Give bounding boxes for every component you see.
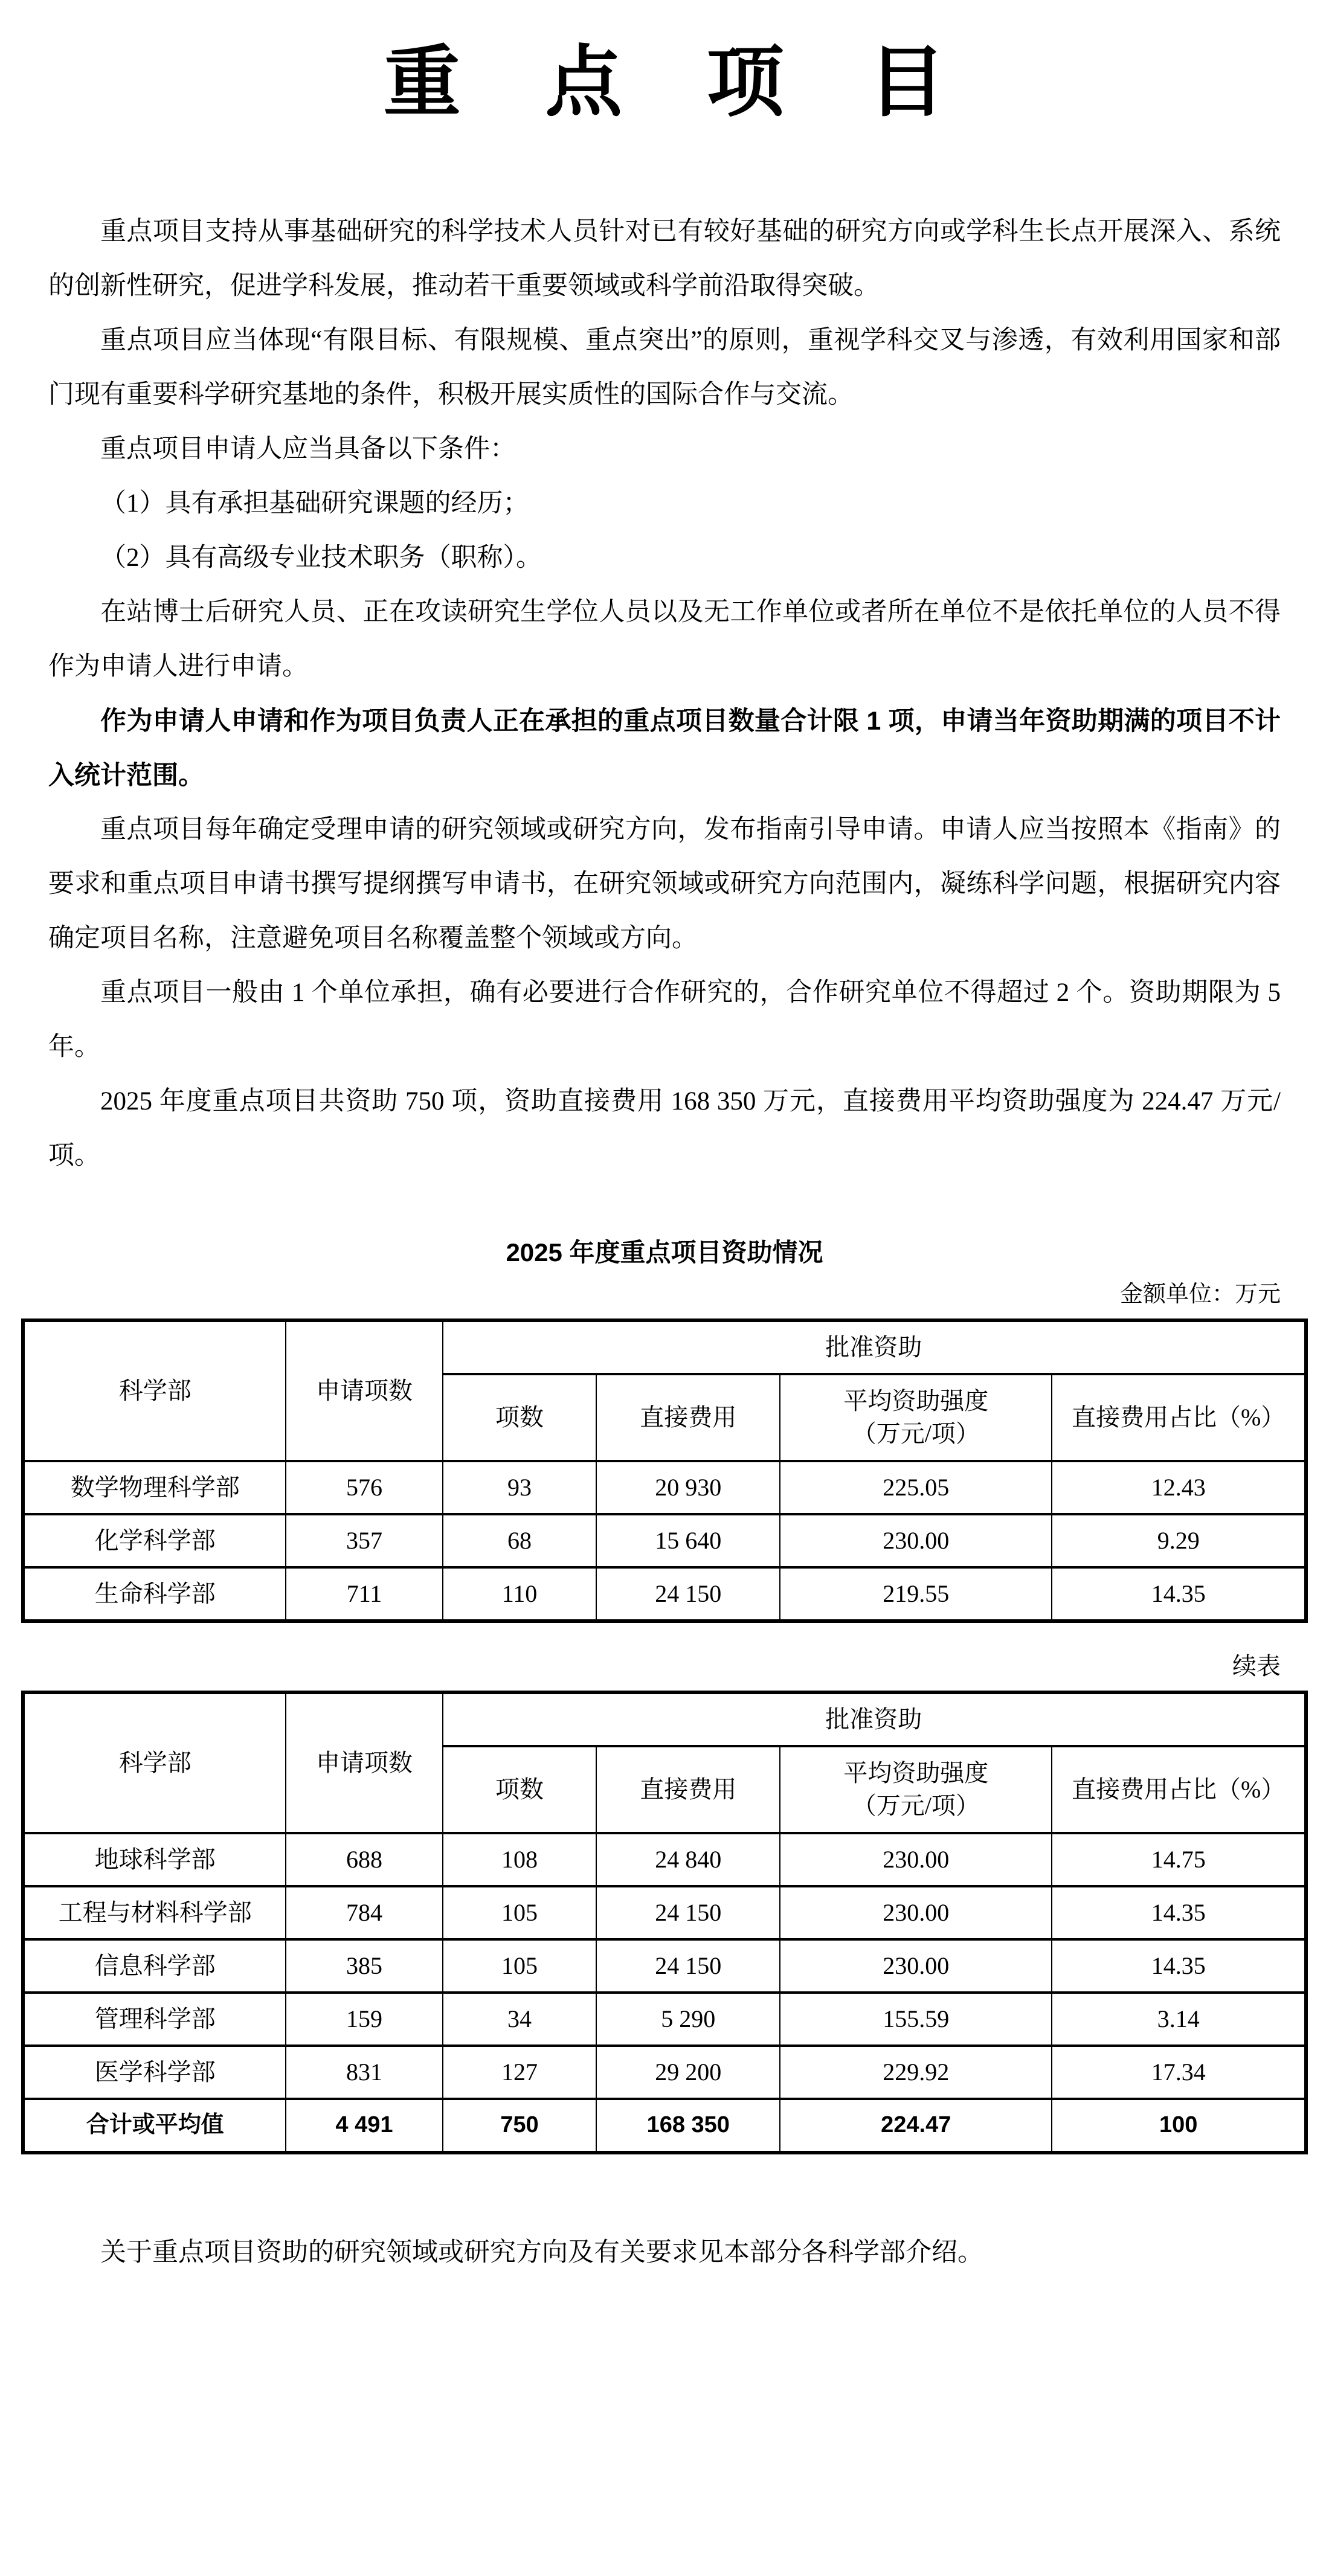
cell-cost: 29 200 bbox=[596, 2046, 780, 2099]
col-header-count: 项数 bbox=[443, 1746, 597, 1833]
cell-avg: 219.55 bbox=[780, 1567, 1052, 1621]
paragraph-closing: 关于重点项目资助的研究领域或研究方向及有关要求见本部分各科学部介绍。 bbox=[100, 2238, 983, 2267]
col-header-approved-group: 批准资助 bbox=[443, 1692, 1306, 1746]
avg-intensity-line2: （万元/项） bbox=[852, 1419, 980, 1447]
table-row bbox=[23, 1993, 1306, 2046]
paragraph-restrictions: 在站博士后研究人员、正在攻读研究生学位人员以及无工作单位或者所在单位不是依托单位的人员不得作为申请人进行申请。 bbox=[48, 597, 1281, 681]
avg-intensity-line2: （万元/项） bbox=[852, 1791, 980, 1819]
cell-dept: 生命科学部 bbox=[23, 1567, 286, 1621]
col-header-direct-cost: 直接费用 bbox=[596, 1746, 780, 1833]
table-row bbox=[23, 1939, 1306, 1993]
table-total-row bbox=[23, 2099, 1306, 2153]
cell-count: 108 bbox=[443, 1833, 597, 1886]
cell-avg: 230.00 bbox=[780, 1939, 1052, 1993]
cell-dept: 信息科学部 bbox=[23, 1939, 286, 1993]
col-header-applications: 申请项数 bbox=[286, 1320, 442, 1461]
cell-count: 105 bbox=[443, 1939, 597, 1993]
unit-note: 金额单位：万元 bbox=[1119, 1282, 1281, 1308]
cell-count: 750 bbox=[443, 2099, 597, 2153]
cell-apps: 784 bbox=[286, 1886, 442, 1939]
table-caption: 2025 年度重点项目资助情况 bbox=[506, 1238, 823, 1267]
cell-count: 110 bbox=[443, 1567, 597, 1621]
cell-count: 127 bbox=[443, 2046, 597, 2099]
table-row bbox=[23, 1886, 1306, 1939]
col-header-cost-ratio: 直接费用占比（%） bbox=[1052, 1374, 1306, 1461]
condition-item-2: （2）具有高级专业技术职务（职称）。 bbox=[100, 543, 542, 572]
paragraph-guide: 重点项目每年确定受理申请的研究领域或研究方向，发布指南引导申请。申请人应当按照本《指南》的要求和重点项目申请书撰写提纲撰写申请书，在研究领域或研究方向范围内，凝练科学问题，根据研究内容确定项目名称，注意避免项目名称覆盖整个领域或方向。 bbox=[48, 815, 1281, 952]
cell-cost: 24 150 bbox=[596, 1567, 780, 1621]
cell-dept: 数学物理科学部 bbox=[23, 1461, 286, 1514]
cell-cost: 168 350 bbox=[596, 2099, 780, 2153]
cell-count: 34 bbox=[443, 1993, 597, 2046]
table-row bbox=[23, 1833, 1306, 1886]
cell-avg: 230.00 bbox=[780, 1833, 1052, 1886]
cell-avg: 225.05 bbox=[780, 1461, 1052, 1514]
cell-count: 93 bbox=[443, 1461, 597, 1514]
paragraph-limit-bold: 作为申请人申请和作为项目负责人正在承担的重点项目数量合计限 1 项，申请当年资助期满的项目不计入统计范围。 bbox=[48, 706, 1281, 790]
cell-count: 68 bbox=[443, 1514, 597, 1567]
cell-cost: 20 930 bbox=[596, 1461, 780, 1514]
page-title: 重 点 项 目 bbox=[383, 40, 979, 126]
col-header-applications: 申请项数 bbox=[286, 1692, 442, 1833]
cell-apps: 4 491 bbox=[286, 2099, 442, 2153]
cell-apps: 576 bbox=[286, 1461, 442, 1514]
cell-apps: 385 bbox=[286, 1939, 442, 1993]
cell-cost: 24 840 bbox=[596, 1833, 780, 1886]
cell-cost: 24 150 bbox=[596, 1939, 780, 1993]
table-row bbox=[23, 1514, 1306, 1567]
document-page bbox=[0, 27, 1329, 2576]
col-header-cost-ratio: 直接费用占比（%） bbox=[1052, 1746, 1306, 1833]
cell-ratio: 14.35 bbox=[1052, 1886, 1306, 1939]
col-header-approved-group: 批准资助 bbox=[443, 1320, 1306, 1374]
avg-intensity-line1: 平均资助强度 bbox=[843, 1759, 989, 1787]
cell-avg: 155.59 bbox=[780, 1993, 1052, 2046]
continued-table-label: 续表 bbox=[1232, 1652, 1281, 1680]
cell-dept: 管理科学部 bbox=[23, 1993, 286, 2046]
condition-item-1: （1）具有承担基础研究课题的经历； bbox=[100, 489, 529, 518]
closing-section bbox=[21, 2226, 1308, 2280]
paragraph-units-duration: 重点项目一般由 1 个单位承担，确有必要进行合作研究的，合作研究单位不得超过 2 个。资助期限为 5 年。 bbox=[48, 978, 1281, 1061]
cell-dept: 地球科学部 bbox=[23, 1833, 286, 1886]
col-header-avg-intensity bbox=[780, 1374, 1052, 1461]
cell-apps: 831 bbox=[286, 2046, 442, 2099]
cell-avg: 230.00 bbox=[780, 1514, 1052, 1567]
cell-ratio: 17.34 bbox=[1052, 2046, 1306, 2099]
col-header-count: 项数 bbox=[443, 1374, 597, 1461]
paragraph-applicant-conditions: 重点项目申请人应当具备以下条件： bbox=[100, 434, 516, 463]
cell-ratio: 14.35 bbox=[1052, 1567, 1306, 1621]
cell-apps: 711 bbox=[286, 1567, 442, 1621]
avg-intensity-line1: 平均资助强度 bbox=[843, 1387, 989, 1415]
funding-table-1 bbox=[21, 1319, 1308, 1623]
table-row bbox=[23, 2046, 1306, 2099]
funding-table-2 bbox=[21, 1691, 1308, 2154]
cell-cost: 5 290 bbox=[596, 1993, 780, 2046]
cell-ratio: 14.75 bbox=[1052, 1833, 1306, 1886]
cell-dept: 医学科学部 bbox=[23, 2046, 286, 2099]
paragraph-2025-funding: 2025 年度重点项目共资助 750 项，资助直接费用 168 350 万元，直接费用平均资助强度为 224.47 万元/项。 bbox=[48, 1087, 1281, 1170]
cell-apps: 357 bbox=[286, 1514, 442, 1567]
cell-avg: 230.00 bbox=[780, 1886, 1052, 1939]
cell-apps: 159 bbox=[286, 1993, 442, 2046]
cell-ratio: 3.14 bbox=[1052, 1993, 1306, 2046]
cell-ratio: 100 bbox=[1052, 2099, 1306, 2153]
cell-cost: 24 150 bbox=[596, 1886, 780, 1939]
cell-apps: 688 bbox=[286, 1833, 442, 1886]
col-header-avg-intensity bbox=[780, 1746, 1052, 1833]
cell-dept: 合计或平均值 bbox=[23, 2099, 286, 2153]
cell-ratio: 12.43 bbox=[1052, 1461, 1306, 1514]
col-header-dept: 科学部 bbox=[23, 1320, 286, 1461]
cell-avg: 229.92 bbox=[780, 2046, 1052, 2099]
paragraph-overview: 重点项目支持从事基础研究的科学技术人员针对已有较好基础的研究方向或学科生长点开展深入、系统的创新性研究，促进学科发展，推动若干重要领域或科学前沿取得突破。 bbox=[48, 217, 1281, 300]
paragraph-principles: 重点项目应当体现“有限目标、有限规模、重点突出”的原则，重视学科交叉与渗透，有效利用国家和部门现有重要科学研究基地的条件，积极开展实质性的国际合作与交流。 bbox=[48, 326, 1281, 409]
cell-cost: 15 640 bbox=[596, 1514, 780, 1567]
cell-count: 105 bbox=[443, 1886, 597, 1939]
body-text bbox=[21, 205, 1308, 1183]
cell-dept: 化学科学部 bbox=[23, 1514, 286, 1567]
cell-dept: 工程与材料科学部 bbox=[23, 1886, 286, 1939]
col-header-direct-cost: 直接费用 bbox=[596, 1374, 780, 1461]
col-header-dept: 科学部 bbox=[23, 1692, 286, 1833]
cell-avg: 224.47 bbox=[780, 2099, 1052, 2153]
table-row bbox=[23, 1567, 1306, 1621]
cell-ratio: 9.29 bbox=[1052, 1514, 1306, 1567]
table-row bbox=[23, 1461, 1306, 1514]
cell-ratio: 14.35 bbox=[1052, 1939, 1306, 1993]
